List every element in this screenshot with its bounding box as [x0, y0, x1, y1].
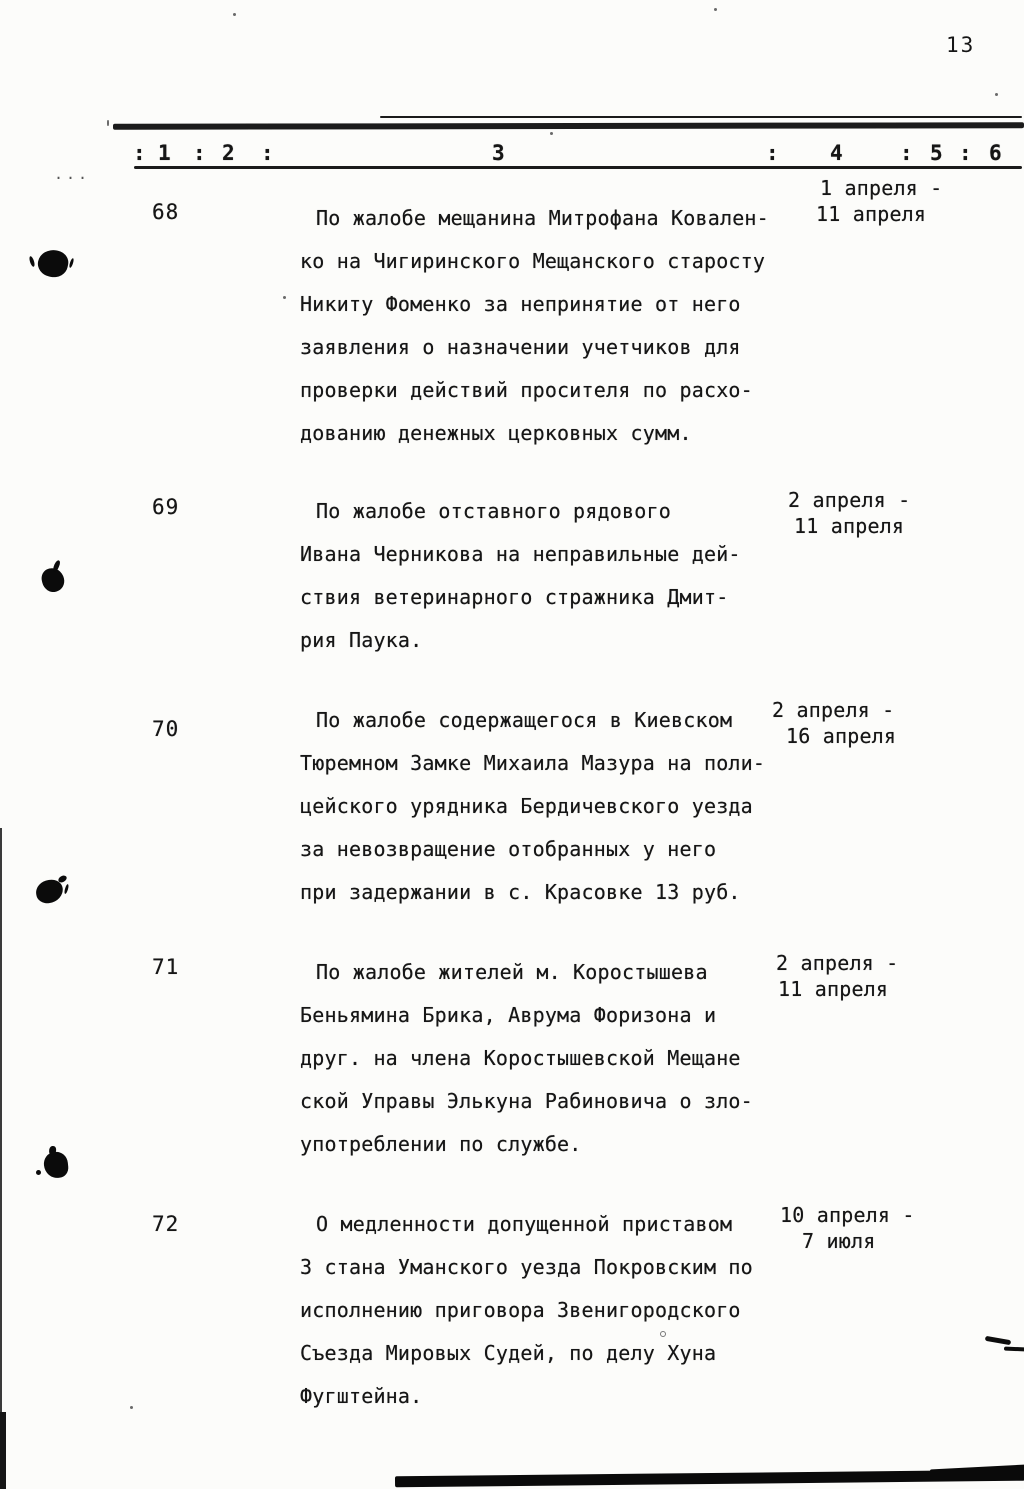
date-line: 2 апреля -: [788, 488, 911, 512]
entry-dates: [776, 950, 898, 1002]
date-line: 11 апреля: [778, 977, 889, 1001]
entry-line: По жалобе содержащегося в Киевском: [316, 708, 733, 732]
scan-left-edge-line: [0, 828, 2, 1418]
date-line: 1 апреля -: [820, 176, 943, 200]
entry-number: 70: [152, 717, 180, 741]
entry-dates: [772, 697, 896, 749]
ink-blot-3: [32, 876, 70, 906]
column-header-1: 1: [158, 141, 171, 165]
entry-line: О медленности допущенной приставом: [316, 1212, 733, 1236]
ink-blot-4: [36, 1146, 72, 1180]
scan-left-edge-strip: [0, 1412, 6, 1489]
entry-line: заявления о назначении учетчиков для: [300, 335, 741, 359]
entry-line: рия Паука.: [300, 628, 423, 652]
column-separator: :: [193, 141, 206, 165]
speck: [995, 93, 998, 96]
entry-line: при задержании в с. Красовке 13 руб.: [300, 880, 741, 904]
entry-number: 68: [152, 200, 180, 224]
date-line: 11 апреля: [816, 202, 927, 226]
entry-line: ко на Чигиринского Мещанского старосту: [300, 249, 766, 273]
column-separator: :: [959, 141, 972, 165]
entry-line: ствия ветеринарного стражника Дмит-: [300, 585, 729, 609]
ink-blot-1: [28, 248, 74, 282]
column-header-3: 3: [492, 141, 505, 165]
margin-dots-mark: ...: [54, 165, 91, 183]
date-line: 11 апреля: [794, 514, 905, 538]
column-separator: :: [133, 141, 146, 165]
entry-dates: [780, 1202, 915, 1254]
date-line: 7 июля: [802, 1229, 876, 1253]
column-header-5: 5: [930, 141, 943, 165]
speck: [107, 120, 109, 126]
column-separator: :: [900, 141, 913, 165]
entry-number: 72: [152, 1212, 180, 1236]
column-separator: :: [261, 141, 274, 165]
speck: [550, 132, 553, 135]
entry-line: Беньямина Брика, Аврума Форизона и: [300, 1003, 717, 1027]
entry-line: ской Управы Элькуна Рабиновича о зло-: [300, 1089, 753, 1113]
speck: [283, 296, 286, 299]
column-header-4: 4: [830, 141, 843, 165]
entry-line: проверки действий просителя по расхо-: [300, 378, 753, 402]
table-top-rule-thick: [113, 122, 1024, 130]
speck: [233, 13, 236, 16]
speck: [660, 1331, 666, 1337]
pen-mark: [1004, 1347, 1024, 1352]
entry-dates: [788, 487, 910, 539]
date-line: 2 апреля -: [772, 698, 895, 722]
column-header-6: 6: [989, 141, 1002, 165]
entry-line: По жалобе мещанина Митрофана Ковален-: [316, 206, 769, 230]
column-separator: :: [766, 141, 779, 165]
entry-dates: [816, 175, 942, 227]
entry-line: Съезда Мировых Судей, по делу Хуна: [300, 1341, 717, 1365]
entry-line: Фугштейна.: [300, 1384, 423, 1408]
entry-line: цейского урядника Бердичевского уезда: [300, 794, 753, 818]
entry-number: 71: [152, 955, 180, 979]
pen-mark: [985, 1336, 1011, 1345]
entry-line: Ивана Черникова на неправильные дей-: [300, 542, 741, 566]
entry-line: Никиту Фоменко за непринятие от него: [300, 292, 741, 316]
page-number: 13: [946, 33, 976, 57]
table-top-rule-thin: [380, 116, 1022, 118]
date-line: 2 апреля -: [776, 951, 899, 975]
entry-text: [300, 197, 820, 455]
entry-line: за невозвращение отобранных у него: [300, 837, 717, 861]
table-header-bottom-rule: [134, 166, 1022, 169]
entry-line: употреблении по службе.: [300, 1132, 582, 1156]
ink-blot-2: [38, 560, 68, 594]
entry-line: По жалобе жителей м. Коростышева: [316, 960, 708, 984]
date-line: 10 апреля -: [780, 1203, 915, 1227]
entry-text: [300, 490, 820, 662]
speck: [130, 1406, 133, 1409]
date-line: 16 апреля: [786, 724, 897, 748]
entry-text: [300, 951, 820, 1166]
entry-text: [300, 699, 820, 914]
entry-line: друг. на члена Коростышевской Мещане: [300, 1046, 741, 1070]
entry-line: 3 стана Уманского уезда Покровским по: [300, 1255, 753, 1279]
entry-line: дованию денежных церковных сумм.: [300, 421, 692, 445]
entry-line: По жалобе отставного рядового: [316, 499, 671, 523]
entry-text: [300, 1203, 820, 1418]
column-header-2: 2: [222, 141, 235, 165]
speck: [714, 8, 717, 11]
entry-line: Тюремном Замке Михаила Мазура на поли-: [300, 751, 766, 775]
entry-number: 69: [152, 495, 180, 519]
entry-line: исполнению приговора Звенигородского: [300, 1298, 741, 1322]
